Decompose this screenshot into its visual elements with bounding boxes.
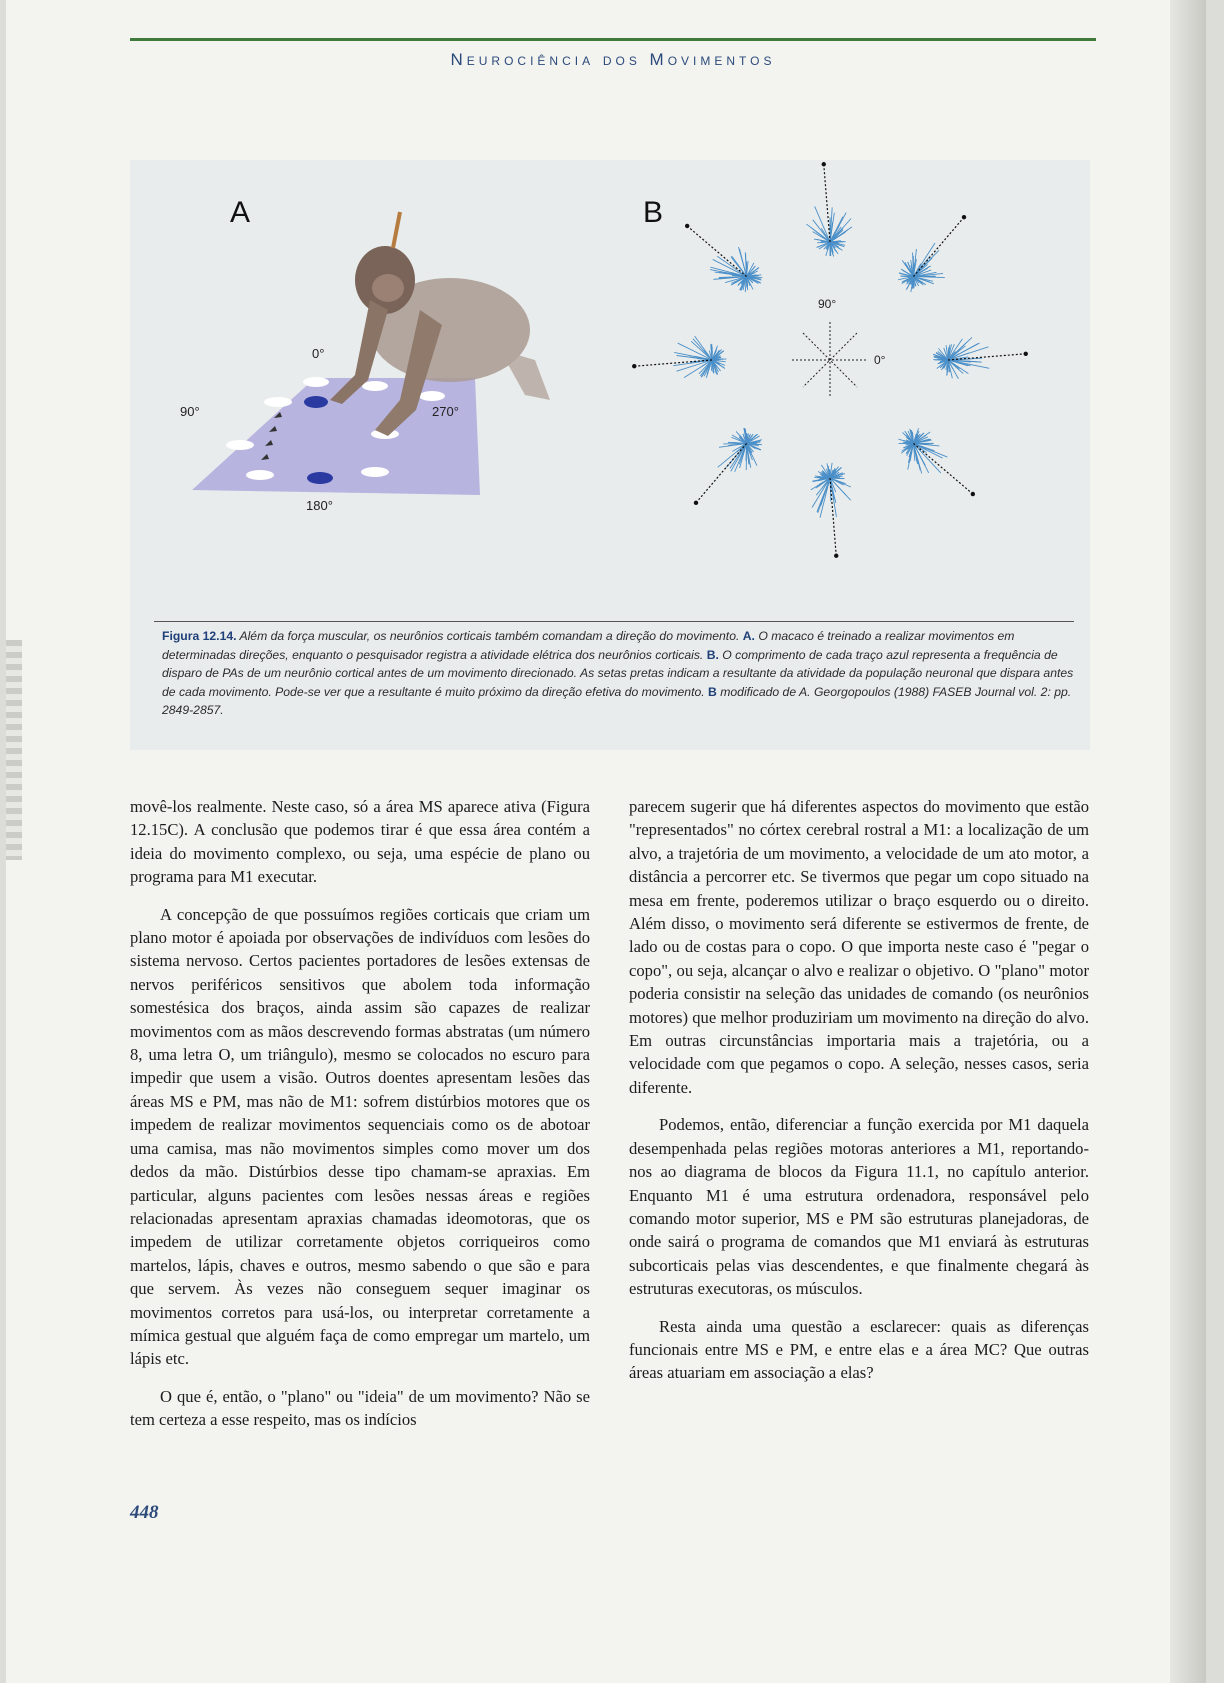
caption-source-label: B bbox=[708, 684, 717, 699]
arrow-head bbox=[1024, 352, 1028, 356]
column-right bbox=[629, 795, 1089, 1399]
arrow-head bbox=[694, 501, 698, 505]
paragraph: A concepção de que possuímos regiões corticais que criam um plano motor é apoiada por observações de indivíduos com lesões do sistema nervoso. Certos pacientes portadores de lesões extensas de nervos periféricos sensitivos que abolem toda informação somestésica dos braços, ainda assim são capazes de realizar movimentos com as mãos descrevendo formas abstratas (um número 8, uma letra O, um triângulo), mesmo se colocados no escuro para impedir que usem a visão. Outros doentes apresentam lesões das áreas MS e PM, mas não de M1: sofrem distúrbios motores que os impedem de realizar movimentos sequenciais como os de abotoar uma camisa, mas não movimentos simples como mover um dos dedos da mão. Distúrbios desse tipo chamam-se apraxias. Em particular, alguns pacientes com lesões nessas áreas e regiões relacionadas apresentam apraxias chamadas ideomotoras, que os impedem de utilizar corretamente objetos corriqueiros como martelos, lápis, chaves e outros, mesmo sabendo o que são e para que servem. Às vezes não conseguem sequer imaginar os movimentos corretos para usá-los, ou interpretar corretamente a mímica gestual que alguém faça de como empregar um martelo, um lápis etc. bbox=[130, 904, 590, 1369]
arrow-head bbox=[632, 364, 636, 368]
page-shadow bbox=[1170, 0, 1206, 1683]
rosette bbox=[710, 247, 762, 292]
angle-0-a: 0° bbox=[312, 346, 325, 361]
angle-90-b: 90° bbox=[818, 297, 837, 311]
header-rule bbox=[130, 38, 1096, 41]
angle-90-a: 90° bbox=[180, 404, 200, 419]
page-number: 448 bbox=[130, 1502, 159, 1523]
paragraph: Podemos, então, diferenciar a função exercida por M1 daquela desempenhada pelas regiões motoras anteriores a M1, reportando-nos ao diagrama de blocos da Figura 11.1, no capítulo anterior. Enquanto M1 é uma estrutura ordenadora, responsável pelo comando motor superior, MS e PM são estruturas planejadoras, de onde sairá o programa de comandos que M1 enviará às estruturas subcorticais pelas vias descendentes, e que finalmente chegará às estruturas executoras, os músculos. bbox=[629, 1115, 1089, 1299]
paragraph: Resta ainda uma questão a esclarecer: quais as diferenças funcionais entre MS e PM, e entre elas e a área MC? Que outras áreas atuariam em associação a elas? bbox=[629, 1316, 1089, 1383]
arrow-head bbox=[971, 492, 975, 496]
running-head: Neurociência dos Movimentos bbox=[450, 50, 776, 69]
caption-rule bbox=[154, 621, 1074, 622]
arrow-head bbox=[962, 215, 966, 219]
book-page bbox=[6, 0, 1206, 1683]
rosette bbox=[806, 206, 852, 256]
arrow-head bbox=[834, 554, 838, 558]
lit-target bbox=[307, 472, 333, 484]
rosette bbox=[673, 336, 726, 378]
arrow-head bbox=[685, 224, 689, 228]
center-axes bbox=[792, 322, 868, 398]
caption-label: Figura 12.14. bbox=[162, 629, 237, 643]
rosette bbox=[718, 428, 762, 472]
center-button bbox=[304, 396, 328, 408]
caption-b-label: B. bbox=[706, 647, 719, 662]
arrow-head bbox=[822, 162, 826, 166]
caption-b-text: O comprimento de cada traço azul representa a frequência de disparo de PAs de um neurônio cortical antes de um movimento direcionado. As setas pretas indicam a resultante da atividade da população neuronal que dispara antes de cada movimento. Pode-se ver que a resultante é muito próximo da direção efetiva do movimento. bbox=[162, 647, 1074, 699]
caption-source-text: modificado de A. Georgopoulos (1988) FASEB Journal vol. 2: pp. 2849-2857. bbox=[162, 684, 1072, 718]
paragraph: O que é, então, o "plano" ou "ideia" de um movimento? Não se tem certeza a esse respeito, mas os indícios bbox=[130, 1386, 590, 1430]
rosette bbox=[933, 337, 989, 378]
figure-caption bbox=[162, 627, 1074, 720]
panel-b-label: B bbox=[643, 196, 664, 229]
angle-0-b: 0° bbox=[874, 353, 886, 367]
angle-180-a: 180° bbox=[306, 498, 333, 513]
paragraph: parecem sugerir que há diferentes aspectos do movimento que estão "representados" no córtex cerebral rostral a M1: a localização de um alvo, a trajetória de um movimento, a velocidade de um ato motor, a distância a percorrer etc. Se tivermos que pegar um copo situado na mesa em frente, poderemos utilizar o braço esquerdo ou o direito. Além disso, o movimento será diferente se estivermos de frente, de lado ou de costas para o copo. O que importa neste caso é "pegar o copo", ou seja, alcançar o alvo e realizar o objetivo. O "plano" motor poderia consistir na seleção das unidades de comando (os neurônios motores) que melhor produziriam um movimento na direção do alvo. Em outras circunstâncias importaria mais a trajetória, ou a velocidade com que pegamos o copo. A seleção, nesses casos, seria diferente. bbox=[629, 797, 1089, 1097]
caption-a-text: O macaco é treinado a realizar movimentos em determinadas direções, enquanto o pesquisador registra a atividade elétrica dos neurônios corticais. bbox=[162, 629, 1015, 662]
binding-edge bbox=[6, 640, 22, 860]
paragraph: movê-los realmente. Neste caso, só a área MS aparece ativa (Figura 12.15C). A conclusão que podemos tirar é que essa área contém a ideia do movimento complexo, ou seja, uma espécie de plano ou programa para M1 executar. bbox=[130, 797, 590, 887]
angle-270-a: 270° bbox=[432, 404, 459, 419]
panel-a-label: A bbox=[230, 196, 251, 229]
neuron-rosettes bbox=[673, 206, 989, 517]
column-left bbox=[130, 795, 590, 1446]
caption-a-label: A. bbox=[742, 629, 755, 643]
caption-text: Além da força muscular, os neurônios corticais também comandam a direção do movimento. bbox=[236, 629, 743, 643]
resultant-arrow bbox=[913, 443, 972, 494]
